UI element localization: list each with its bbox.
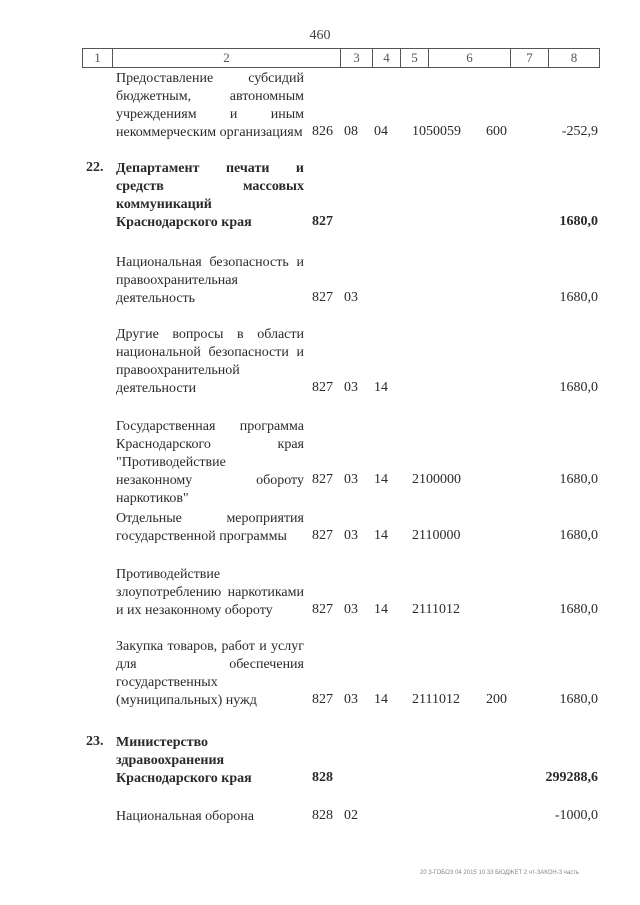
- header-col-7: 7: [511, 49, 549, 67]
- cell-col4: 03: [344, 380, 358, 395]
- row-description: Другие вопросы в области национальной безопасности и правоохранительной деятельности: [116, 327, 304, 396]
- row-description: Департамент печати и средств массовых коммуникаций Краснодарского края: [116, 161, 304, 230]
- cell-col8: 1680,0: [559, 692, 598, 707]
- cell-col7: 600: [486, 124, 507, 139]
- cell-col6: 1050059: [412, 124, 461, 139]
- cell-col8: 1680,0: [559, 380, 598, 395]
- cell-col5: 14: [374, 528, 388, 543]
- cell-col3: 826: [312, 124, 333, 139]
- header-col-6: 6: [429, 49, 511, 67]
- cell-col3: 828: [312, 808, 333, 823]
- cell-col6: 2110000: [412, 528, 461, 543]
- cell-col3: 827: [312, 380, 333, 395]
- row-description: Отдельные мероприятия государственной программы: [116, 511, 304, 544]
- cell-col7: 200: [486, 692, 507, 707]
- header-col-3: 3: [341, 49, 373, 67]
- cell-col3: 827: [312, 290, 333, 305]
- cell-col4: 03: [344, 692, 358, 707]
- footer-file-path: 20 3-ГОБОЗ 04 2015 10 33 БЮДЖЕТ 2 чт-ЗАКОН-3 часть: [420, 870, 580, 876]
- cell-col6: 2100000: [412, 472, 461, 487]
- cell-col8: 1680,0: [559, 214, 598, 229]
- cell-col5: 14: [374, 380, 388, 395]
- cell-col3: 827: [312, 602, 333, 617]
- row-description: Предоставление субсидий бюджетным, автономным учреждениям и иным некоммерческим организациям: [116, 71, 304, 140]
- cell-col3: 827: [312, 692, 333, 707]
- row-description: Национальная оборона: [116, 809, 254, 824]
- cell-col8: 1680,0: [559, 290, 598, 305]
- cell-col8: 1680,0: [559, 528, 598, 543]
- cell-col4: 03: [344, 602, 358, 617]
- header-col-1: 1: [83, 49, 113, 67]
- header-col-8: 8: [570, 50, 578, 65]
- row-description: Национальная безопасность и правоохранительная деятельность: [116, 255, 304, 306]
- cell-col6: 2111012: [412, 692, 460, 707]
- cell-col6: 2111012: [412, 602, 460, 617]
- cell-col5: 14: [374, 472, 388, 487]
- section-number: 22.: [86, 160, 104, 175]
- row-description: Противодействие злоупотреблению наркотиками и их незаконному обороту: [116, 567, 304, 618]
- cell-col4: 03: [344, 528, 358, 543]
- cell-col5: 04: [374, 124, 388, 139]
- cell-col3: 827: [312, 528, 333, 543]
- cell-col4: 03: [344, 290, 358, 305]
- cell-col4: 08: [344, 124, 358, 139]
- cell-col4: 02: [344, 808, 358, 823]
- cell-col8: 1680,0: [559, 602, 598, 617]
- row-description: Министерство здравоохранения Краснодарского края: [116, 735, 252, 786]
- cell-col3: 827: [312, 214, 333, 229]
- cell-col5: 14: [374, 602, 388, 617]
- page-number: 460: [309, 28, 331, 43]
- cell-col5: 14: [374, 692, 388, 707]
- row-description: Государственная программа Краснодарского края "Противодействие незаконному обороту наркотиков": [116, 419, 304, 506]
- cell-col8: 299288,6: [545, 770, 598, 785]
- header-col-2: 2: [113, 49, 341, 67]
- row-description: Закупка товаров, работ и услуг для обеспечения государственных (муниципальных) нужд: [116, 639, 304, 708]
- cell-col3: 827: [312, 472, 333, 487]
- section-number: 23.: [86, 734, 104, 749]
- cell-col8: 1680,0: [559, 472, 598, 487]
- header-col-4: 4: [373, 49, 401, 67]
- cell-col8: -1000,0: [554, 808, 598, 823]
- cell-col8: -252,9: [561, 124, 598, 139]
- table-header: [82, 48, 600, 68]
- cell-col4: 03: [344, 472, 358, 487]
- header-col-5: 5: [401, 49, 429, 67]
- cell-col3: 828: [312, 770, 333, 785]
